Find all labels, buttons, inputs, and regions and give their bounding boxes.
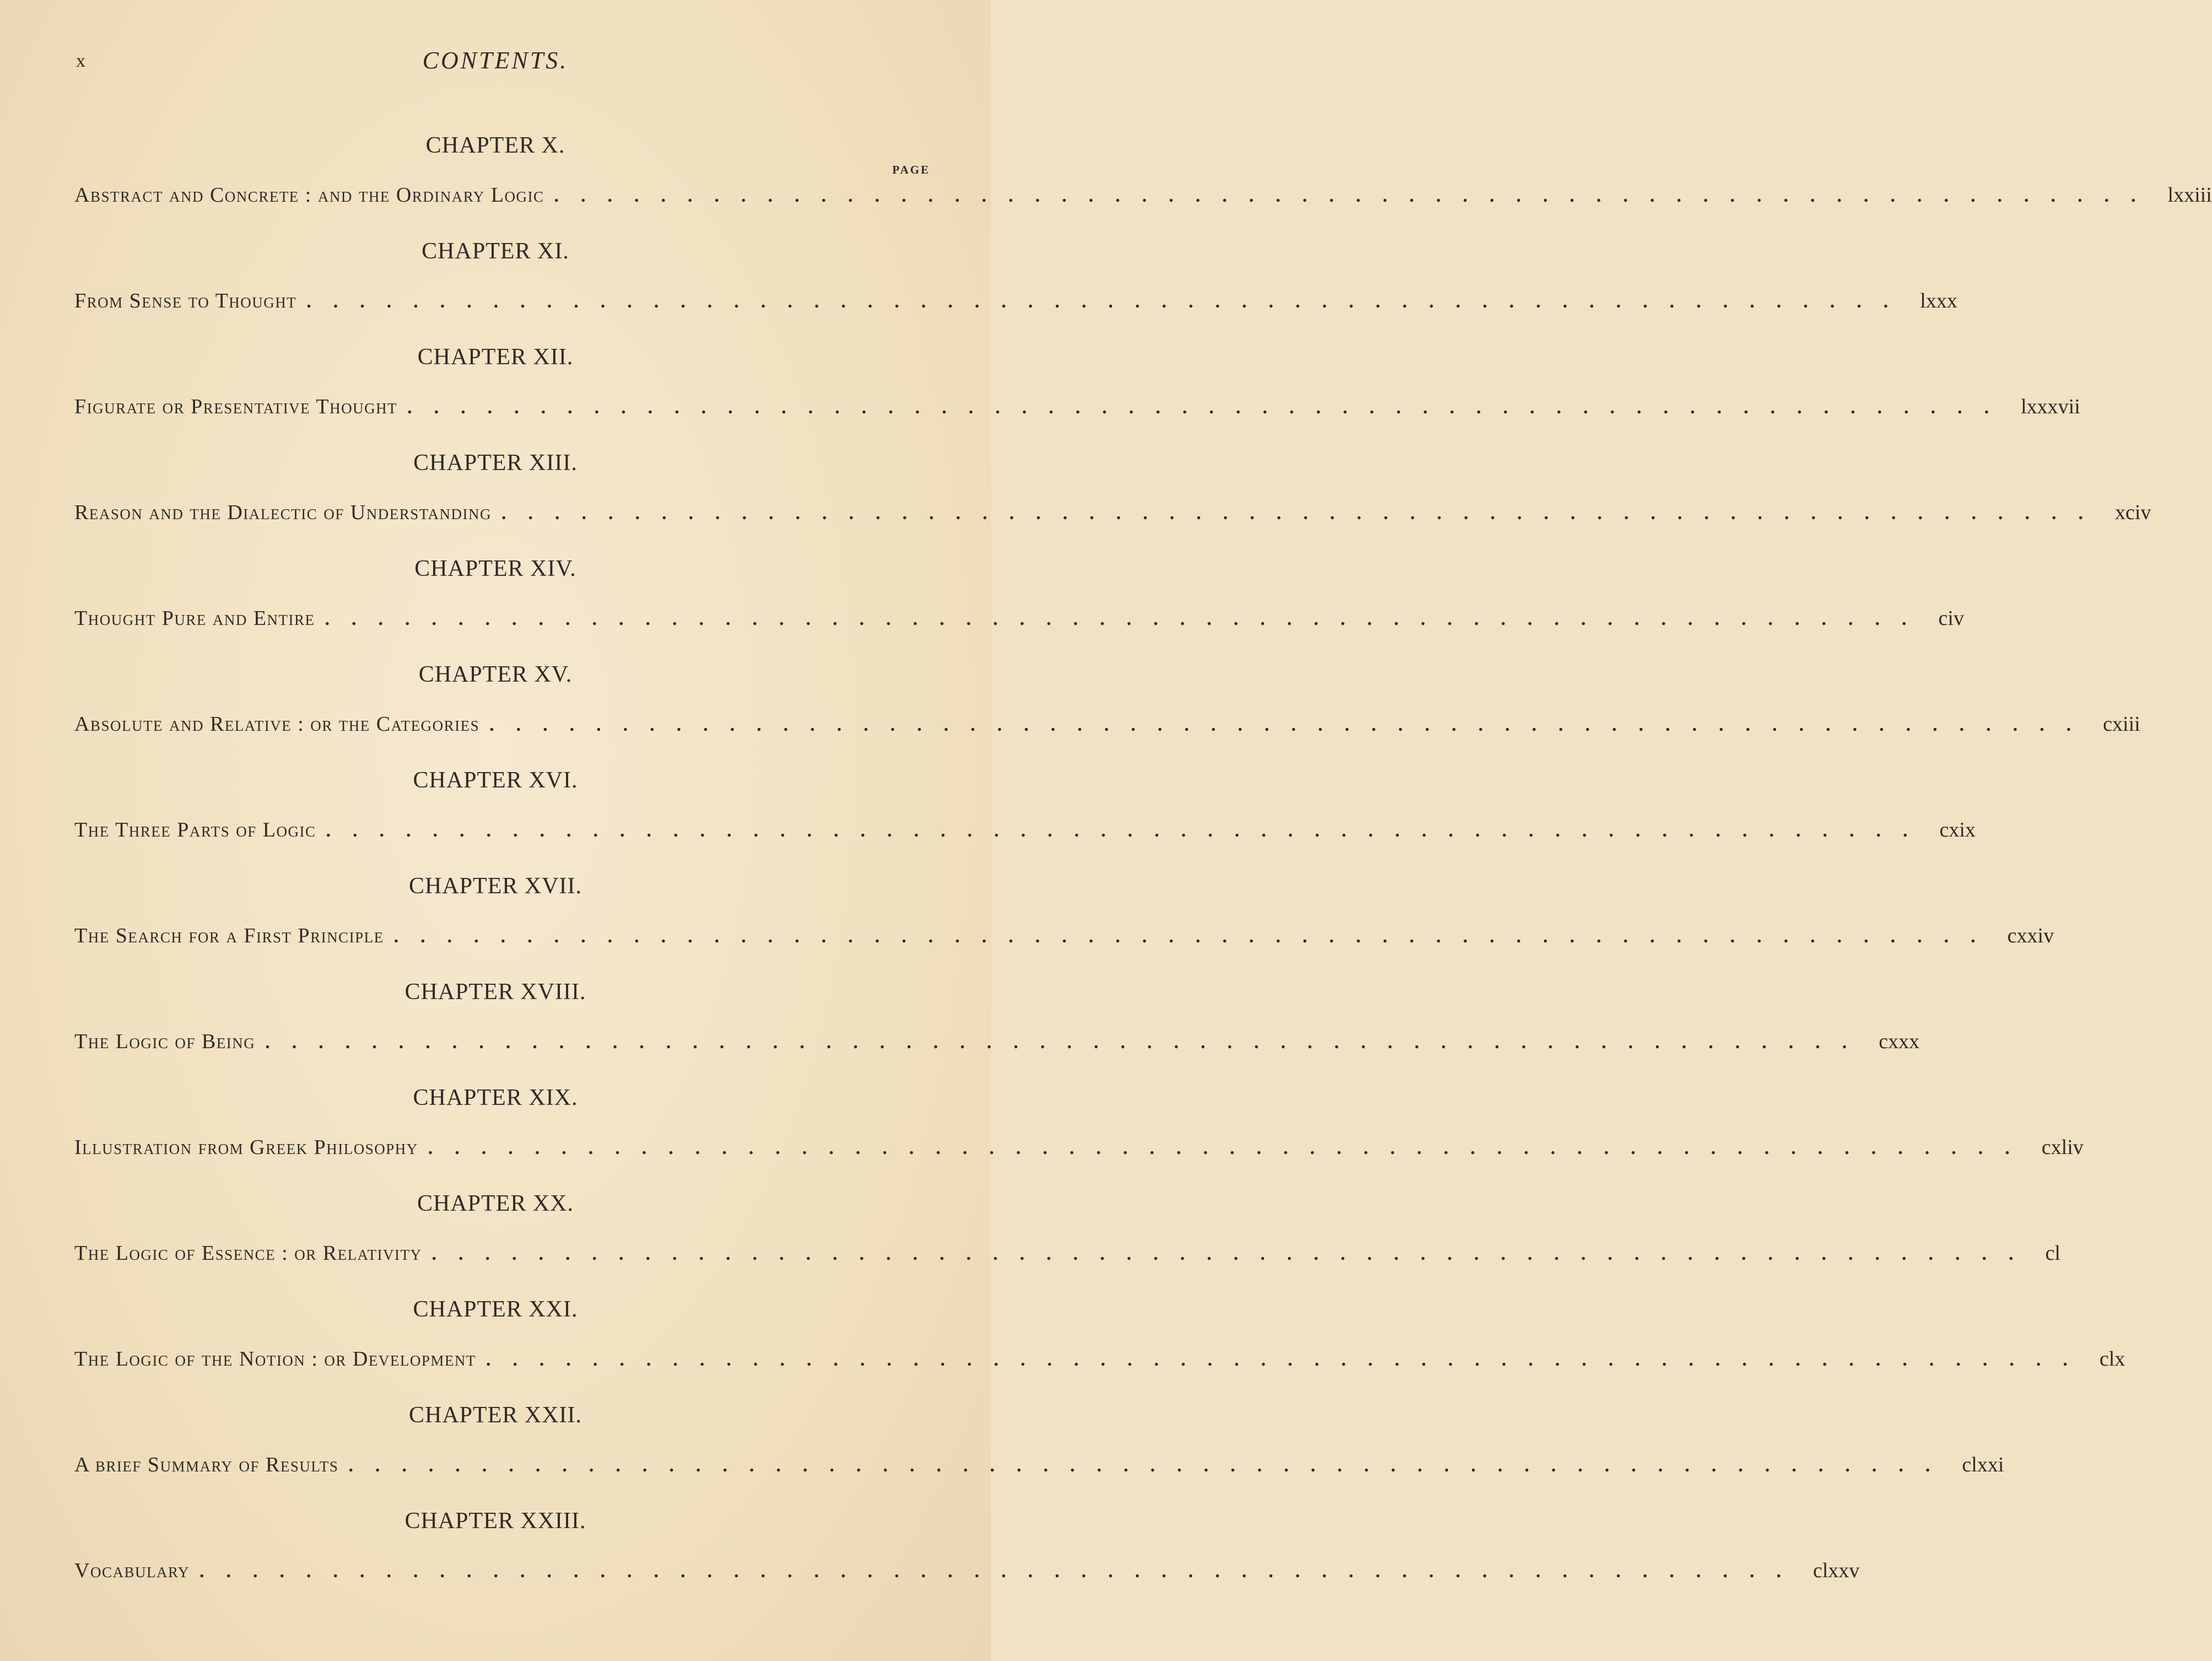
chapter-heading: CHAPTER XIX. bbox=[413, 1085, 578, 1110]
toc-entry-title: Abstract and Concrete : and the Ordinary Logic bbox=[74, 184, 544, 207]
dot-leader: ............................................................ bbox=[325, 609, 1929, 629]
toc-entry[interactable] bbox=[74, 1135, 2084, 1163]
toc-entry[interactable] bbox=[74, 924, 2054, 951]
toc-entry[interactable] bbox=[74, 606, 1964, 634]
toc-entry-page-number: cxliv bbox=[2041, 1136, 2084, 1159]
dot-leader: ............................................................ bbox=[348, 1455, 1952, 1476]
toc-entry-title: The Logic of Being bbox=[74, 1030, 256, 1053]
toc-entry-page-number: lxxiii bbox=[2167, 184, 2212, 207]
toc-entry-title: From Sense to Thought bbox=[74, 289, 297, 312]
dot-leader: ............................................................ bbox=[306, 292, 1911, 312]
chapter-heading: CHAPTER XII. bbox=[417, 344, 574, 370]
toc-entry[interactable] bbox=[74, 1241, 2060, 1269]
page-folio: x bbox=[76, 51, 86, 71]
toc-entry-page-number: clxxv bbox=[1812, 1559, 1860, 1582]
toc-entry-title: Figurate or Presentative Thought bbox=[74, 395, 398, 418]
dot-leader: ............................................................ bbox=[265, 1032, 1869, 1053]
dot-leader: ............................................................ bbox=[393, 926, 1998, 947]
toc-entry-page-number: civ bbox=[1938, 607, 1964, 630]
toc-entry-page-number: cl bbox=[2045, 1242, 2060, 1265]
toc-entry-page-number: cxxiv bbox=[2007, 924, 2054, 947]
chapter-heading: CHAPTER XIII. bbox=[413, 450, 578, 476]
toc-entry[interactable] bbox=[74, 289, 1957, 316]
running-head: CONTENTS. bbox=[422, 47, 569, 74]
toc-entry[interactable] bbox=[74, 395, 2080, 422]
toc-entry[interactable] bbox=[74, 818, 1976, 845]
toc-entry-page-number: lxxxvii bbox=[2021, 395, 2080, 418]
dot-leader: ............................................................ bbox=[554, 186, 2158, 206]
toc-entry[interactable] bbox=[74, 183, 2212, 211]
toc-entry-page-number: lxxx bbox=[1920, 289, 1957, 312]
chapter-heading: CHAPTER XIV. bbox=[414, 556, 576, 581]
toc-entry-title: Illustration from Greek Philosophy bbox=[74, 1136, 418, 1159]
dot-leader: ............................................................ bbox=[501, 503, 2106, 524]
chapter-heading: CHAPTER XVIII. bbox=[404, 979, 586, 1005]
chapter-heading: CHAPTER XXI. bbox=[413, 1297, 578, 1322]
chapter-heading: CHAPTER XVI. bbox=[413, 768, 578, 793]
toc-entry-page-number: cxxx bbox=[1879, 1030, 1920, 1053]
toc-entry-title: A brief Summary of Results bbox=[74, 1453, 339, 1476]
chapter-heading: CHAPTER XI. bbox=[422, 239, 569, 264]
toc-entry-title: The Search for a First Principle bbox=[74, 924, 384, 947]
toc-entry[interactable] bbox=[74, 1029, 1920, 1057]
dot-leader: ............................................................ bbox=[407, 397, 2011, 418]
toc-entry-title: The Logic of Essence : or Relativity bbox=[74, 1242, 422, 1265]
page-column-label: PAGE bbox=[892, 163, 930, 176]
chapter-heading: CHAPTER XX. bbox=[417, 1191, 574, 1216]
chapter-heading: CHAPTER X. bbox=[425, 133, 565, 158]
toc-entry-page-number: clxxi bbox=[1962, 1453, 2004, 1476]
chapter-heading: CHAPTER XXIII. bbox=[404, 1508, 586, 1534]
toc-entry-page-number: xciv bbox=[2115, 501, 2151, 524]
toc-entry[interactable] bbox=[74, 1347, 2125, 1374]
chapter-heading: CHAPTER XV. bbox=[418, 662, 573, 687]
toc-entry[interactable] bbox=[74, 500, 2151, 528]
toc-entry-title: The Logic of the Notion : or Development bbox=[74, 1347, 476, 1371]
toc-entry-title: Vocabulary bbox=[74, 1559, 190, 1582]
chapter-heading: CHAPTER XXII. bbox=[409, 1403, 582, 1428]
dot-leader: ............................................................ bbox=[326, 821, 1930, 841]
toc-entry[interactable] bbox=[74, 1558, 1860, 1586]
dot-leader: ............................................................ bbox=[431, 1244, 2036, 1264]
toc-entry-title: Thought Pure and Entire bbox=[74, 607, 315, 630]
dot-leader: ............................................................ bbox=[485, 1350, 2090, 1370]
toc-entry-title: Absolute and Relative : or the Categories bbox=[74, 713, 480, 736]
dot-leader: ............................................................ bbox=[489, 715, 2094, 735]
toc-entry[interactable] bbox=[74, 1453, 2004, 1480]
toc-entry-page-number: clx bbox=[2099, 1347, 2125, 1371]
toc-entry-page-number: cxix bbox=[1939, 818, 1976, 842]
dot-leader: ............................................................ bbox=[428, 1138, 2032, 1158]
toc-entry-title: The Three Parts of Logic bbox=[74, 818, 316, 842]
toc-entry[interactable] bbox=[74, 712, 2140, 740]
dot-leader: ............................................................ bbox=[199, 1561, 1803, 1582]
chapter-heading: CHAPTER XVII. bbox=[409, 873, 582, 899]
toc-entry-title: Reason and the Dialectic of Understanding bbox=[74, 501, 492, 524]
toc-entry-page-number: cxiii bbox=[2103, 713, 2140, 736]
